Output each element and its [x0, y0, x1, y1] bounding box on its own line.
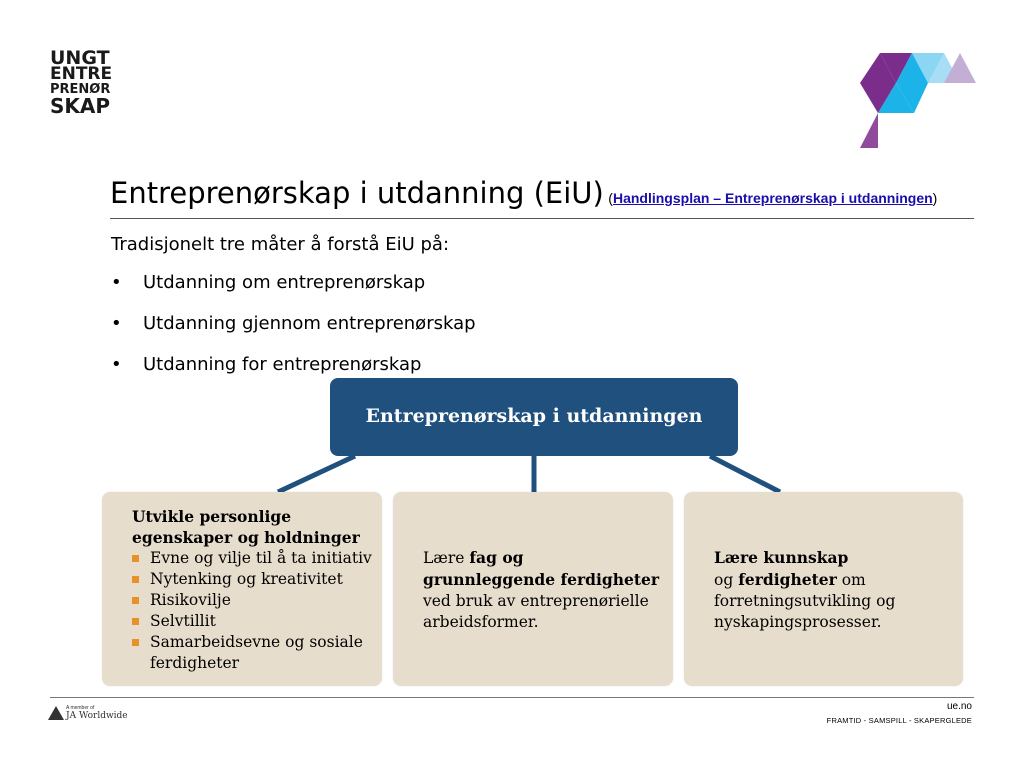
square-bullet-icon — [132, 639, 139, 646]
list-item-text: Evne og vilje til å ta initiativ — [150, 549, 372, 567]
card3-bold1: Lære kunnskap — [714, 548, 849, 567]
site-url: ue.no — [946, 701, 972, 712]
list-item — [111, 272, 476, 313]
ja-triangle-icon — [48, 706, 64, 720]
decorative-triangles-graphic — [852, 48, 977, 153]
square-bullet-icon — [132, 597, 139, 604]
list-item-text: Nytenking og kreativitet — [150, 570, 343, 588]
title-divider — [110, 218, 974, 219]
list-item-text: Risikovilje — [150, 591, 231, 609]
title-paren-open: ( — [608, 190, 613, 206]
card3-text — [714, 547, 959, 633]
list-item — [132, 569, 377, 590]
square-bullet-icon — [132, 576, 139, 583]
card3-bold2: ferdigheter — [738, 570, 837, 589]
list-item — [132, 611, 377, 632]
card2-rest: ved bruk av entreprenørielle arbeidsformer. — [423, 592, 649, 631]
ja-worldwide-logo — [48, 704, 128, 724]
card2-text — [423, 547, 668, 633]
ja-name: JA Worldwide — [66, 711, 128, 721]
card2-bold2: grunnleggende ferdigheter — [423, 570, 660, 589]
ue-logo — [50, 47, 120, 118]
card1-heading — [132, 506, 377, 548]
list-item-text: Utdanning for entreprenørskap — [143, 354, 422, 375]
list-item — [132, 548, 377, 569]
card-personal-qualities — [102, 492, 382, 686]
bullet-dot-icon: • — [111, 313, 122, 334]
card1-heading-line1: Utvikle personlige — [132, 507, 292, 526]
card2-bold1: fag og — [469, 548, 524, 567]
list-item-text: Utdanning om entreprenørskap — [143, 272, 426, 293]
card3-part2: om — [836, 571, 866, 589]
intro-text: Tradisjonelt tre måter å forstå EiU på: — [111, 234, 450, 255]
eiu-diagram — [100, 378, 965, 690]
square-bullet-icon — [132, 555, 139, 562]
title-main: Entreprenørskap i utdanning (EiU) — [110, 176, 604, 210]
list-item — [111, 313, 476, 354]
list-item — [132, 632, 377, 674]
handlingsplan-link[interactable]: Handlingsplan – Entreprenørskap i utdanningen — [612, 190, 933, 206]
slide-title — [110, 176, 980, 210]
bullet-dot-icon: • — [111, 272, 122, 293]
logo-line-4: SKAP — [50, 94, 111, 118]
list-item-text: Utdanning gjennom entreprenørskap — [143, 313, 476, 334]
card3-part1: og — [714, 571, 739, 589]
footer-divider — [50, 697, 974, 698]
card-subjects-skills — [393, 492, 673, 686]
list-item-text: Samarbeidsevne og sosiale ferdigheter — [150, 633, 363, 672]
logo-line-3: PRENØR — [50, 82, 111, 97]
list-item — [132, 590, 377, 611]
diagram-top-box: Entreprenørskap i utdanningen — [330, 378, 738, 456]
card2-part1: Lære — [423, 549, 470, 567]
logo-line-1: UNGT — [50, 47, 110, 69]
logo-line-2: ENTRE — [50, 64, 113, 84]
footer-tagline: FRAMTID - SAMSPILL - SKAPERGLEDE — [826, 716, 972, 725]
card-knowledge — [684, 492, 963, 686]
title-paren-close: ) — [932, 190, 938, 206]
card3-rest: forretningsutvikling og nyskapingsprosesser. — [714, 592, 896, 631]
card1-list — [132, 548, 377, 674]
ja-member-text: A member of — [66, 705, 95, 711]
square-bullet-icon — [132, 618, 139, 625]
list-item-text: Selvtillit — [150, 612, 216, 630]
card1-heading-line2: egenskaper og holdninger — [132, 528, 360, 547]
bullet-list — [111, 272, 476, 395]
bullet-dot-icon: • — [111, 354, 122, 375]
